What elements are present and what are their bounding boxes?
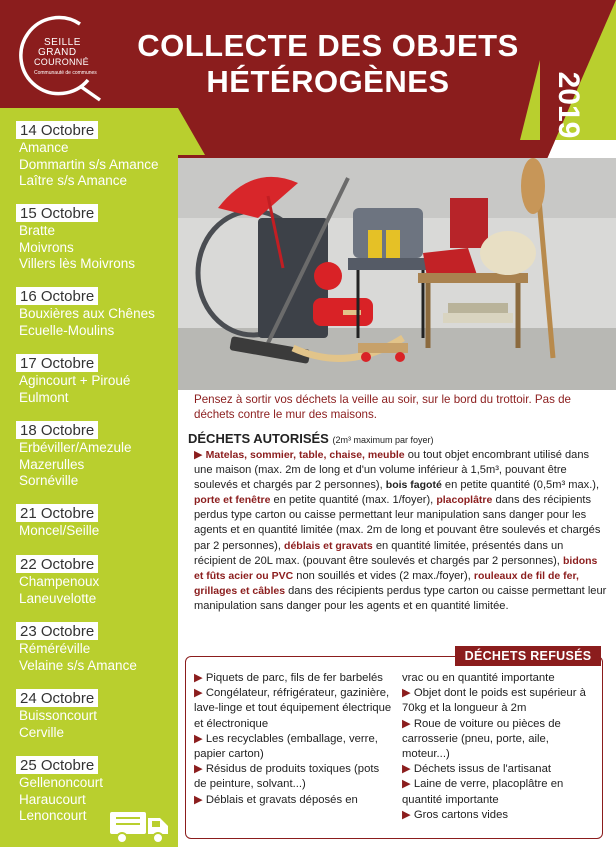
year-label: 2019 — [552, 71, 585, 139]
schedule-entry — [16, 504, 99, 540]
authorized-item: Matelas, sommier, table, chaise, meuble — [205, 449, 405, 461]
authorized-item: bois fagoté — [385, 479, 442, 492]
authorized-item: rouleaux de fil de fer, grillages et câbles — [194, 569, 579, 597]
refused-item-text: Les recyclables (emballage, verre, papier carton) — [194, 732, 378, 761]
logo-text-couronne: COURONNÉ — [34, 57, 89, 67]
refused-item-text: Déblais et gravats déposés en — [205, 793, 358, 806]
commune-name: Buissoncourt — [19, 708, 98, 723]
page-title-line-1: COLLECTE DES OBJETS — [137, 28, 519, 63]
refused-item — [194, 793, 394, 808]
refused-item-text: Déchets issus de l'artisanat — [413, 763, 551, 776]
refused-item — [402, 717, 598, 763]
schedule-entry — [16, 756, 103, 825]
authorized-heading — [188, 431, 608, 446]
commune-name: Laneuvelotte — [19, 590, 97, 606]
arrow-right-icon: ▶ — [402, 763, 414, 776]
commune-name: Cerville — [19, 724, 65, 740]
commune-name: Gellenoncourt — [19, 775, 104, 790]
refused-item-text: Roue de voiture ou pièces de carrosserie (pneu, porte, aile, moteur...) — [402, 717, 561, 761]
commune-name: Haraucourt — [19, 791, 86, 807]
refused-item-text: Laine de verre, placoplâtre en quantité importante — [402, 778, 564, 806]
arrow-right-icon: ▶ — [194, 732, 206, 745]
commune-name: Réméréville — [19, 641, 91, 656]
date-label: 23 Octobre — [16, 622, 98, 640]
date-label: 17 Octobre — [16, 354, 98, 372]
schedule-entry — [16, 121, 159, 190]
refused-item — [402, 808, 598, 823]
date-label: 22 Octobre — [16, 555, 98, 573]
truck-icon — [108, 806, 172, 846]
logo-text-grand: GRAND — [38, 47, 77, 58]
authorized-detail: dans des récipients perdus type carton ou caisse permettant leur manipulation sans danger pour les agents et en quantité limitée. — [194, 584, 607, 612]
date-label: 15 Octobre — [16, 204, 98, 222]
schedule-entry — [16, 555, 99, 607]
refused-item-text: Gros cartons vides — [413, 808, 509, 821]
date-label: 21 Octobre — [16, 504, 98, 522]
arrow-right-icon: ▶ — [194, 449, 203, 461]
commune-name: Moivrons — [19, 239, 74, 255]
arrow-right-icon: ▶ — [402, 687, 414, 700]
date-label: 16 Octobre — [16, 287, 98, 305]
commune-name: Laître s/s Amance — [19, 173, 128, 188]
authorized-detail: en petite quantité (max. 1/foyer), — [270, 494, 437, 507]
refused-item-text: Résidus de produits toxiques (pots de peinture, solvant...) — [194, 763, 380, 791]
arrow-right-icon: ▶ — [402, 778, 414, 791]
refused-item — [194, 686, 394, 732]
schedule-entry — [16, 354, 130, 406]
authorized-detail: en quantité limitée, présentés dans un récipient de 20L max. (pouvant être soulevés et chargés par 2 personnes), — [194, 539, 564, 567]
commune-name: Dommartin s/s Amance — [19, 156, 159, 172]
refused-title: DÉCHETS REFUSÉS — [455, 646, 601, 666]
page-title-line-2: HÉTÉROGÈNES — [206, 64, 450, 99]
arrow-right-icon: ▶ — [194, 793, 206, 806]
authorized-subtitle: (2m³ maximum par foyer) — [332, 435, 434, 445]
schedule-entry — [16, 689, 98, 741]
commune-name: Erbéviller/Amezule — [19, 440, 132, 455]
commune-name: Amance — [19, 140, 69, 155]
commune-name: Champenoux — [19, 574, 100, 589]
commune-name: Eulmont — [19, 389, 69, 405]
intro-text: Pensez à sortir vos déchets la veille au soir, sur le bord du trottoir. Pas de déchets contre le mur des maisons. — [194, 393, 571, 421]
authorized-title: DÉCHETS AUTORISÉS — [188, 431, 329, 446]
refused-item-continued: vrac ou en quantité importante — [402, 672, 555, 684]
commune-name: Ecuelle-Moulins — [19, 322, 115, 338]
authorized-detail: dans des récipients perdus type carton ou caisse permettant leur manipulation sans danger pour les agents et en quantité limitée (max. 2m de long et pouvant être soulevés et chargés par 2 personnes), — [194, 494, 601, 552]
refused-item — [402, 777, 598, 807]
bulky-waste-photo — [178, 158, 616, 390]
refused-item-text: Piquets de parc, fils de fer barbelés — [205, 672, 383, 684]
schedule-entry — [16, 287, 155, 339]
arrow-right-icon: ▶ — [194, 672, 206, 684]
arrow-right-icon: ▶ — [402, 717, 414, 730]
commune-name: Bouxières aux Chênes — [19, 306, 155, 321]
refused-item-text: Objet dont le poids est supérieur à 70kg et la longueur à 2m — [402, 687, 586, 715]
logo-text-seille: SEILLE — [44, 37, 81, 48]
authorized-detail: ou tout objet encombrant utilisé dans une maison (max. 2m de long et d'un volume inférieur à 1,5m³, pouvant être soulevés et chargés par 2 personnes), — [194, 449, 590, 492]
authorized-list — [194, 448, 608, 614]
refused-item-text: Congélateur, réfrigérateur, gazinière, lave-linge et tout équipement électrique et électronique — [194, 687, 392, 730]
authorized-item: placoplâtre — [436, 494, 493, 507]
date-label: 18 Octobre — [16, 421, 98, 439]
date-label: 24 Octobre — [16, 689, 98, 707]
refused-item — [194, 671, 394, 686]
commune-name: Sornéville — [19, 473, 79, 488]
refused-item — [402, 686, 598, 716]
date-label: 25 Octobre — [16, 756, 98, 774]
authorized-item: porte et fenêtre — [194, 494, 271, 507]
arrow-right-icon: ▶ — [194, 763, 206, 776]
arrow-right-icon: ▶ — [402, 808, 414, 821]
refused-item — [194, 762, 394, 792]
refused-column-left — [194, 671, 394, 808]
commune-name: Mazerulles — [19, 456, 85, 472]
refused-column-right — [402, 671, 598, 823]
commune-name: Lenoncourt — [19, 808, 87, 823]
schedule-entry — [16, 421, 132, 490]
commune-name: Agincourt + Piroué — [19, 373, 131, 388]
commune-name: Velaine s/s Amance — [19, 657, 137, 673]
authorized-detail: non souillés et vides (2 max./foyer), — [293, 569, 474, 582]
commune-name: Moncel/Seille — [19, 523, 100, 538]
commune-name: Bratte — [19, 223, 56, 238]
authorized-detail: en petite quantité (0,5m³ max.), — [441, 479, 600, 492]
refused-item — [402, 762, 598, 777]
refused-item — [194, 732, 394, 762]
logo-tagline: Communauté de communes — [34, 70, 97, 76]
commune-name: Villers lès Moivrons — [19, 256, 136, 271]
authorized-item: déblais et gravats — [284, 539, 373, 552]
schedule-entry — [16, 622, 137, 674]
arrow-right-icon: ▶ — [194, 687, 206, 700]
authorized-item: bidons et fûts acier ou PVC — [194, 554, 598, 582]
schedule-entry — [16, 204, 135, 273]
date-label: 14 Octobre — [16, 121, 98, 139]
